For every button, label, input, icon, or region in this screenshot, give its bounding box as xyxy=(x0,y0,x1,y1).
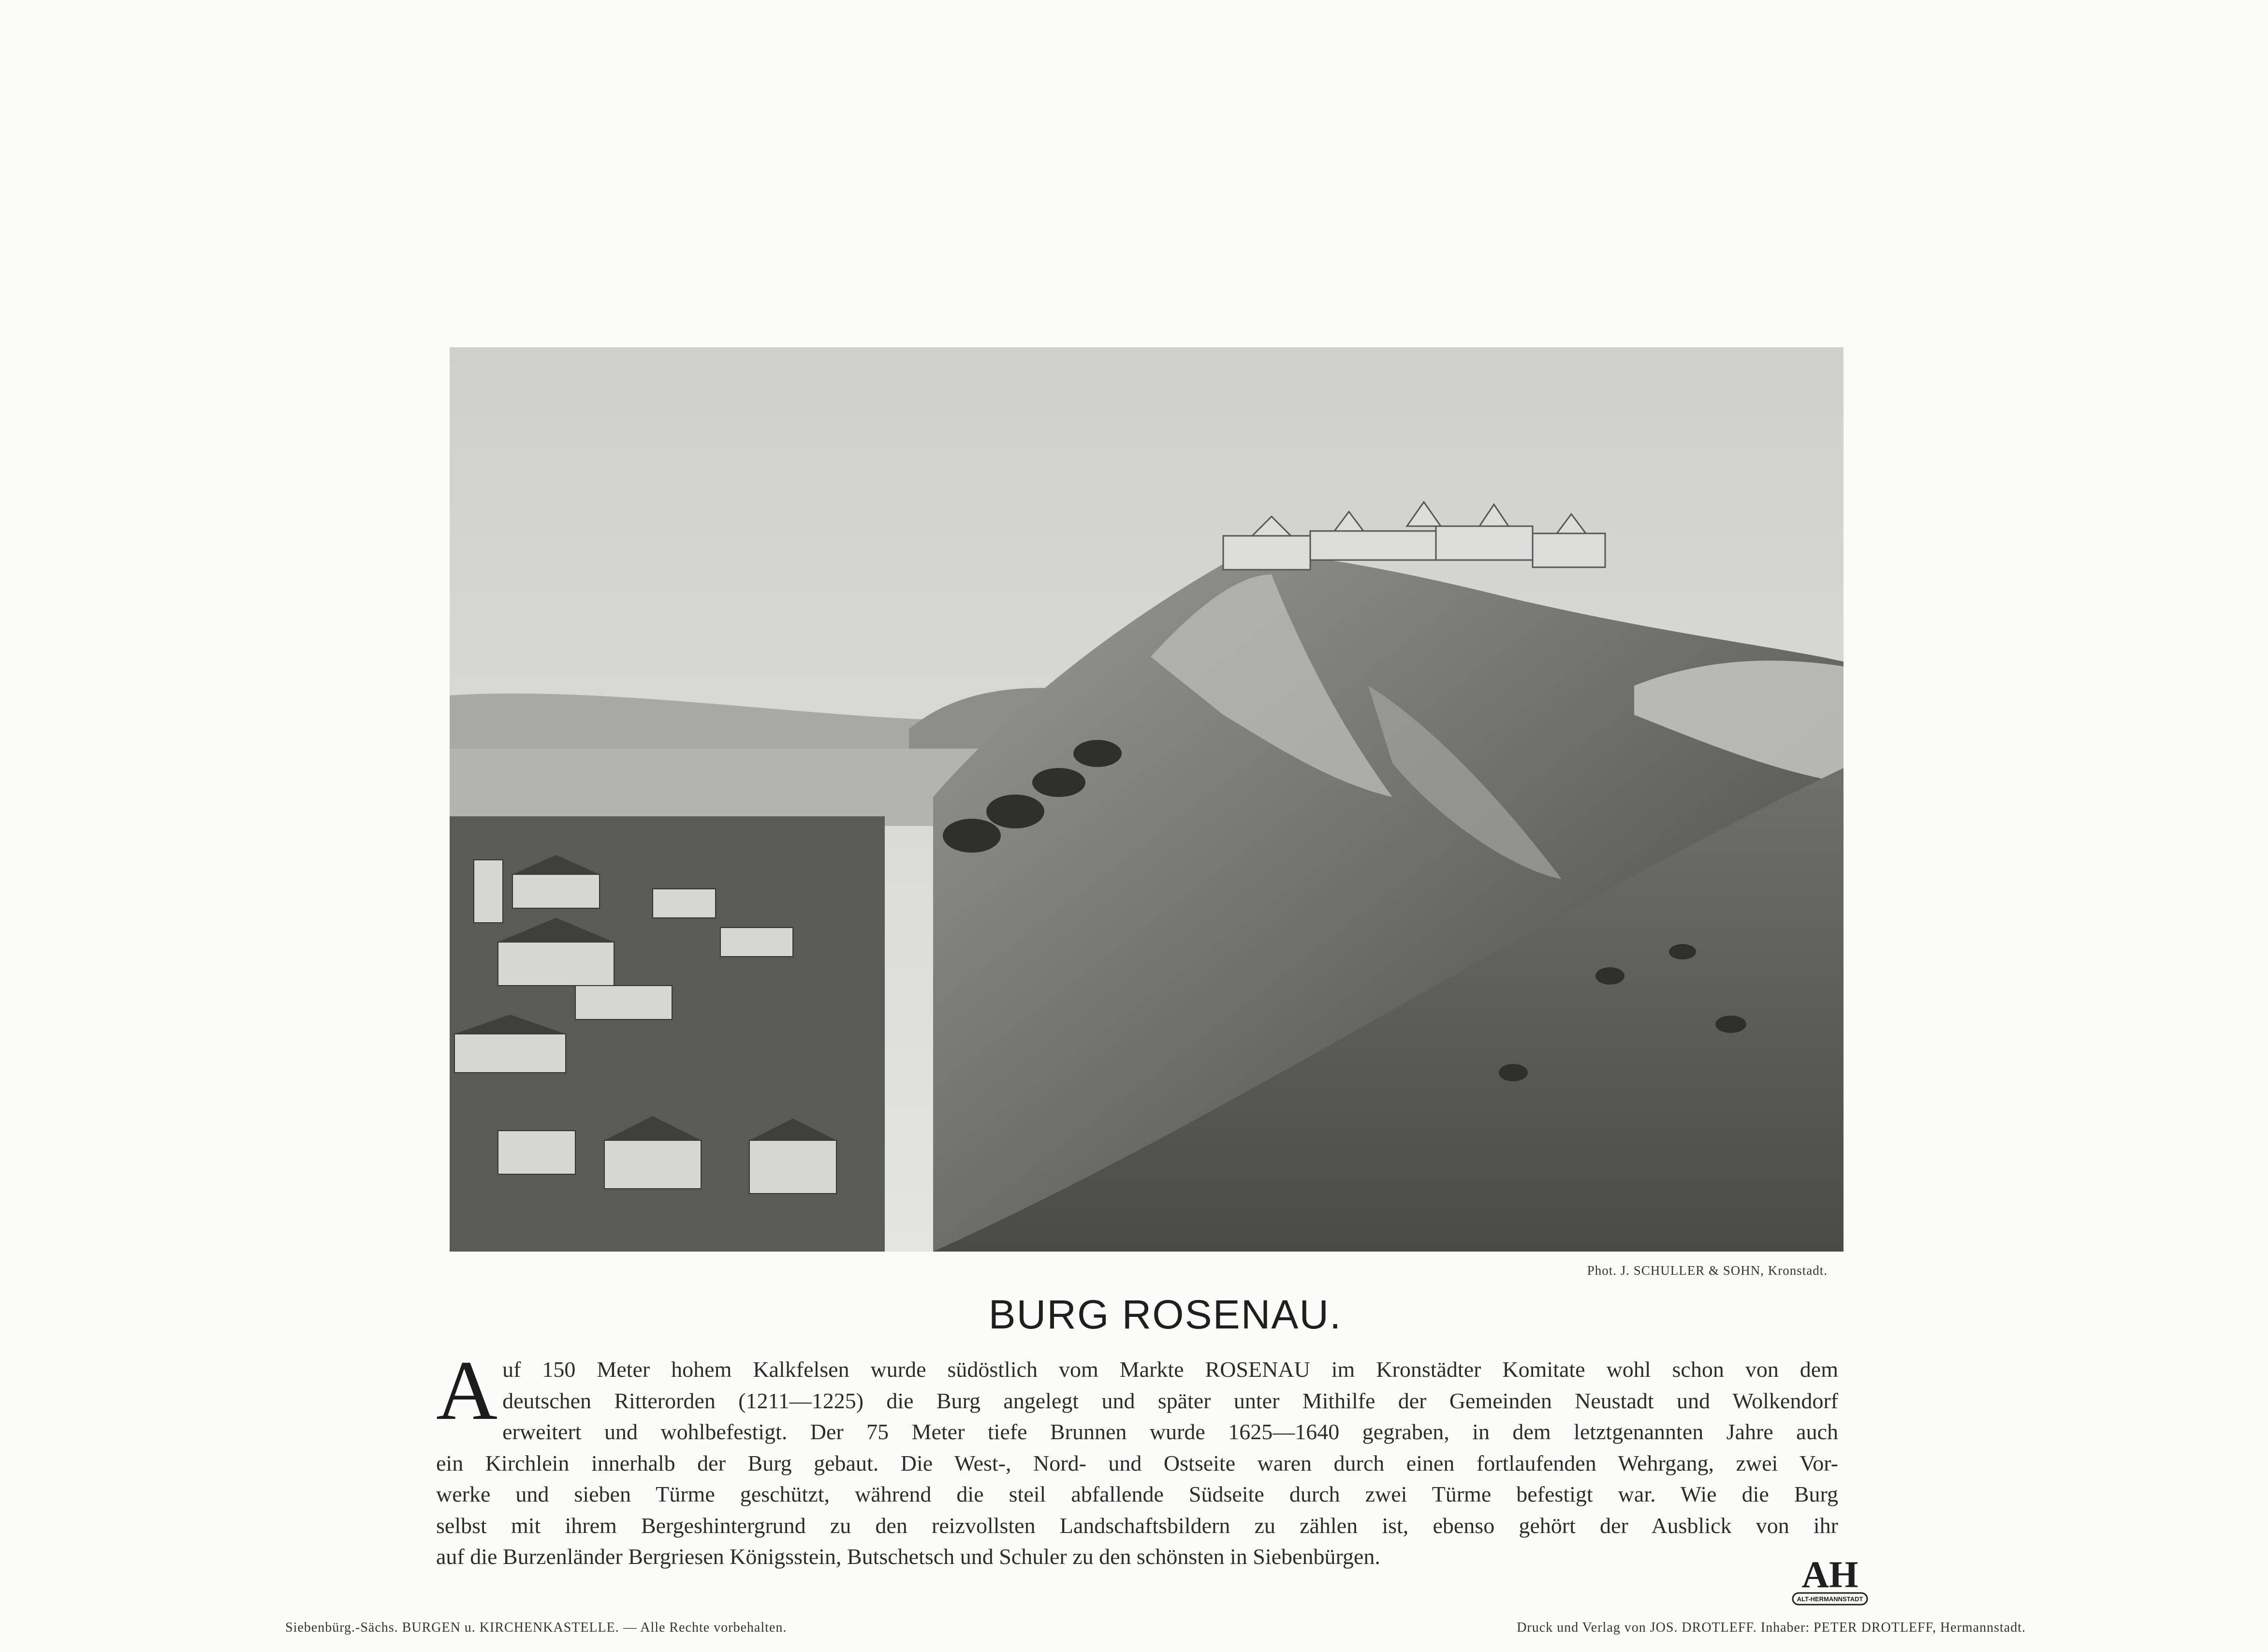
monogram-emblem xyxy=(1784,1552,1876,1610)
text-line: auf die Burzenländer Bergriesen Königsstein, Butschetsch und Schuler zu den schönsten in Siebenbürgen. xyxy=(436,1544,1380,1569)
logo-monogram: AH xyxy=(1801,1553,1858,1595)
footer-series-note: Siebenbürg.-Sächs. BURGEN u. KIRCHENKASTELLE. — Alle Rechte vorbehalten. xyxy=(285,1620,787,1635)
text-line: werke und sieben Türme geschützt, während die steil abfallende Südseite durch zwei Türme befestigt war. Wie die Burg xyxy=(436,1482,1838,1506)
publisher-logo xyxy=(1784,1552,1876,1610)
text-line: ein Kirchlein innerhalb der Burg gebaut. Die West-, Nord- und Ostseite waren durch einen fortlaufenden Wehrgang, zwei Vor- xyxy=(436,1450,1838,1475)
photo-credit: Phot. J. SCHULLER & SOHN, Kronstadt. xyxy=(1587,1263,1828,1278)
text-line: deutschen Ritterorden (1211—1225) die Burg angelegt und später unter Mithilfe der Gemeinden Neustadt und Wolkendorf xyxy=(502,1388,1838,1413)
landscape-illustration xyxy=(450,347,1844,1252)
logo-caption: ALT-HERMANNSTADT xyxy=(1797,1595,1863,1603)
drop-cap: A xyxy=(436,1343,498,1438)
footer-publisher-note: Druck und Verlag von JOS. DROTLEFF. Inhaber: PETER DROTLEFF, Hermannstadt. xyxy=(1517,1620,2026,1635)
text-line: erweitert und wohlbefestigt. Der 75 Meter tiefe Brunnen wurde 1625—1640 gegraben, in dem letztgenannten Jahre auch xyxy=(502,1419,1838,1444)
castle-photograph xyxy=(450,347,1844,1252)
page-title: BURG ROSENAU. xyxy=(988,1292,1342,1337)
text-line: selbst mit ihrem Bergeshintergrund zu den reizvollsten Landschaftsbildern zu zählen ist, ebenso gehört der Ausblick von ihr xyxy=(436,1513,1838,1538)
text-line: uf 150 Meter hohem Kalkfelsen wurde südöstlich vom Markte ROSENAU im Kronstädter Komitate wohl schon von dem xyxy=(502,1357,1838,1382)
description-paragraph xyxy=(436,1343,1838,1577)
